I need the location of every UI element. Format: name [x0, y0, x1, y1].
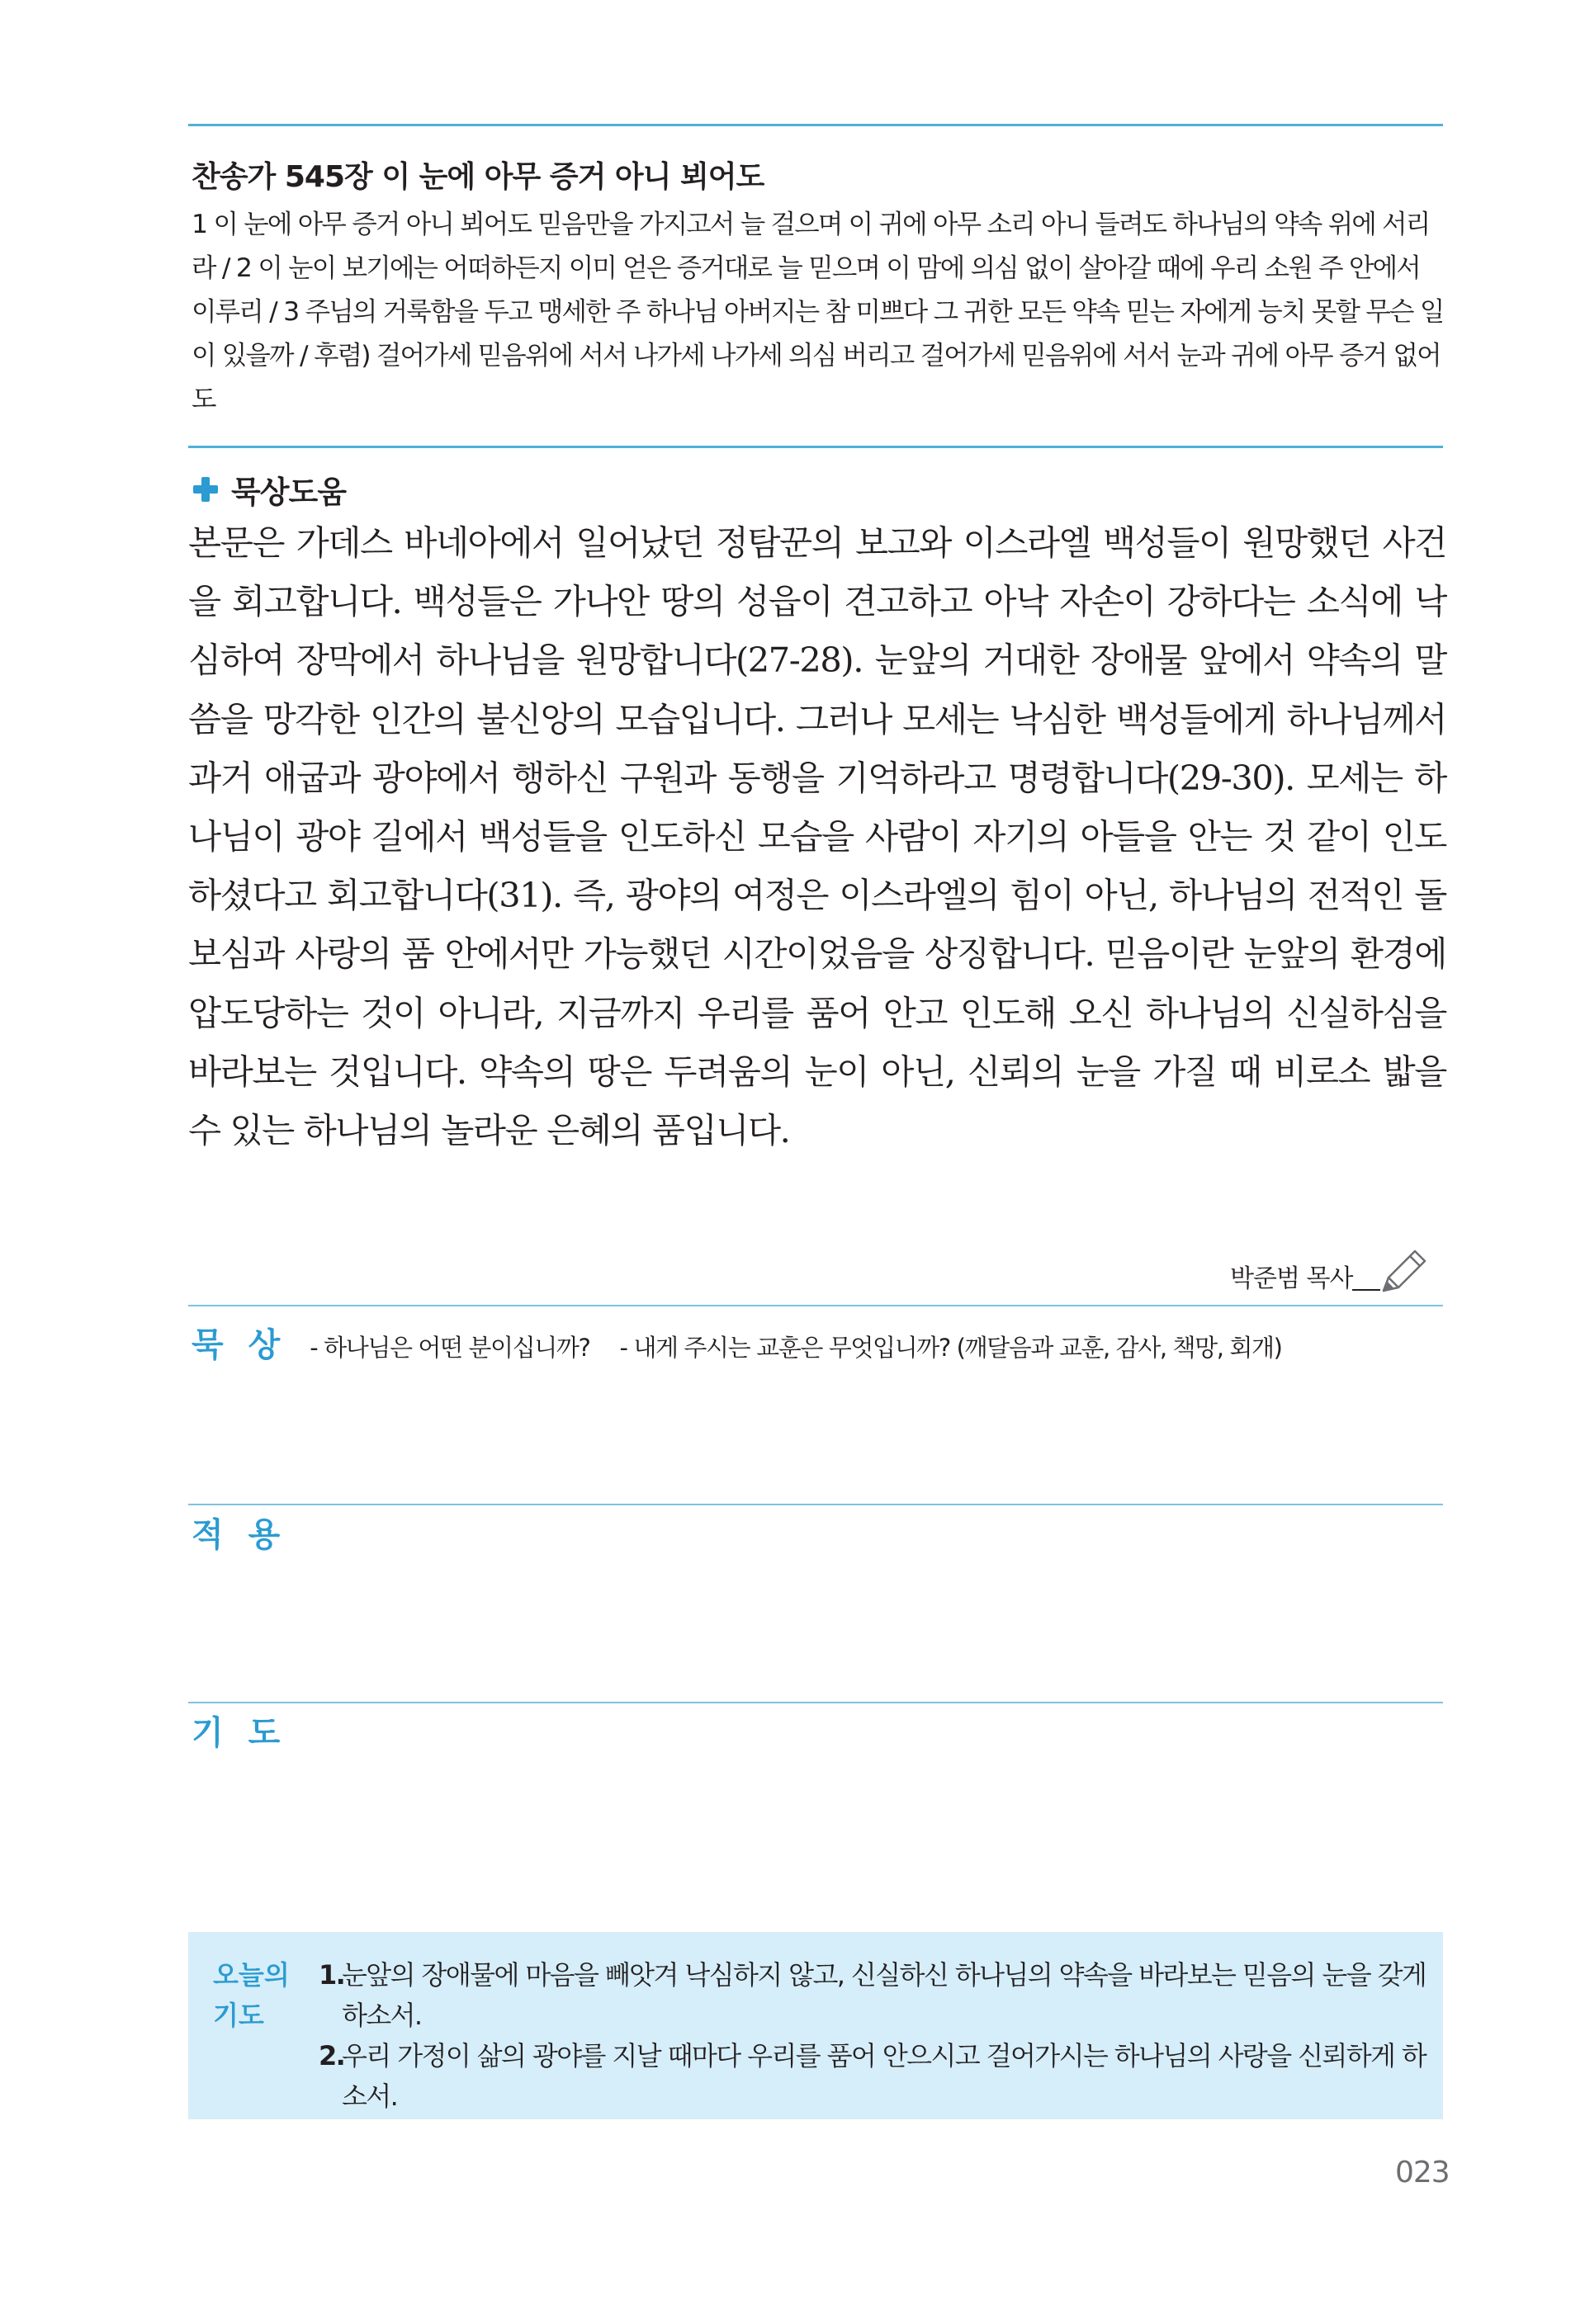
reflection-question-1: - 하나님은 어떤 분이십니까? — [310, 1334, 590, 1362]
reflection-label: 묵 상 — [192, 1326, 287, 1364]
today-prayer-box — [188, 1932, 1443, 2119]
pencil-icon — [1377, 1246, 1430, 1296]
prayer-item-text: 눈앞의 장애물에 마음을 빼앗겨 낙심하지 않고, 신실하신 하나님의 약속을 바라보는 믿음의 눈을 갖게 하소서. — [342, 1959, 1426, 2031]
page-number: 023 — [1395, 2156, 1450, 2189]
today-prayer-label — [213, 1955, 290, 2036]
reflection-row — [192, 1319, 1312, 1366]
reflection-divider — [188, 1305, 1443, 1306]
author-signature — [1230, 1246, 1430, 1294]
meditation-body: 본문은 가데스 바네아에서 일어났던 정탐꾼의 보고와 이스라엘 백성들이 원망했던 사건을 회고합니다. 백성들은 가나안 땅의 성읍이 견고하고 아낙 자손이 강하다는 소식에 낙심하여 장막에서 하나님을 원망합니다(27-28). 눈앞의 거대한 장애물 앞에서 약속의 말씀을 망각한 인간의 불신앙의 모습입니다. 그러나 모세는 낙심한 백성들에게 하나님께서 과거 애굽과 광야에서 행하신 구원과 동행을 기억하라고 명령합니다(29-30). 모세는 하나님이 광야 길에서 백성들을 인도하신 모습을 사람이 자기의 아들을 안는 것 같이 인도하셨다고 회고합니다(31). 즉, 광야의 여정은 이스라엘의 힘이 아닌, 하나님의 전적인 돌보심과 사랑의 품 안에서만 가능했던 시간이었음을 상징합니다. 믿음이란 눈앞의 환경에 압도당하는 것이 아니라, 지금까지 우리를 품어 안고 인도해 오신 하나님의 신실하심을 바라보는 것입니다. 약속의 땅은 두려움의 눈이 아닌, 신뢰의 눈을 가질 때 비로소 밟을 수 있는 하나님의 놀라운 은혜의 품입니다. — [188, 522, 1446, 1151]
reflection-question-2: - 내게 주시는 교훈은 무엇입니까? (깨달음과 교훈, 감사, 책망, 회개) — [619, 1334, 1282, 1362]
hymn-lyrics: 1 이 눈에 아무 증거 아니 뵈어도 믿음만을 가지고서 늘 걸으며 이 귀에 아무 소리 아니 들려도 하나님의 약속 위에 서리라 / 2 이 눈이 보기에는 어떠하든지 이미 얻은 증거대로 늘 믿으며 이 맘에 의심 없이 살아갈 때에 우리 소원 주 안에서 이루리 / 3 주님의 거룩함을 두고 맹세한 주 하나님 아버지는 참 미쁘다 그 귀한 모든 약속 믿는 자에게 능치 못할 무슨 일이 있을까 / 후렴) 걸어가세 믿음위에 서서 나가세 나가세 의심 버리고 걸어가세 믿음위에 서서 눈과 귀에 아무 증거 없어도 — [192, 210, 1444, 414]
top-divider — [188, 124, 1443, 126]
prayer-item — [319, 1955, 1429, 2036]
prayer-item-text: 우리 가정이 삶의 광야를 지날 때마다 우리를 품어 안으시고 걸어가시는 하나님의 사랑을 신뢰하게 하소서. — [342, 2040, 1426, 2112]
prayer-item-number: 2. — [319, 2040, 345, 2071]
hymn-title: 찬송가 545장 이 눈에 아무 증거 아니 뵈어도 — [192, 160, 764, 194]
prayer-label: 기 도 — [192, 1714, 287, 1752]
today-prayer-label-line1: 오늘의 — [213, 1959, 290, 1991]
signature-line — [1352, 1289, 1380, 1291]
meditation-heading — [192, 467, 346, 512]
today-prayer-label-line2: 기도 — [213, 2000, 264, 2031]
prayer-divider — [188, 1702, 1443, 1703]
author-name: 박준범 목사 — [1230, 1264, 1353, 1293]
plus-icon — [192, 475, 220, 503]
application-label: 적 용 — [192, 1516, 287, 1554]
meditation-heading-label: 묵상도움 — [231, 475, 346, 510]
prayer-item — [319, 2036, 1429, 2117]
prayer-item-number: 1. — [319, 1959, 345, 1991]
hymn-divider — [188, 446, 1443, 448]
today-prayer-list — [319, 1955, 1429, 2117]
application-divider — [188, 1504, 1443, 1505]
